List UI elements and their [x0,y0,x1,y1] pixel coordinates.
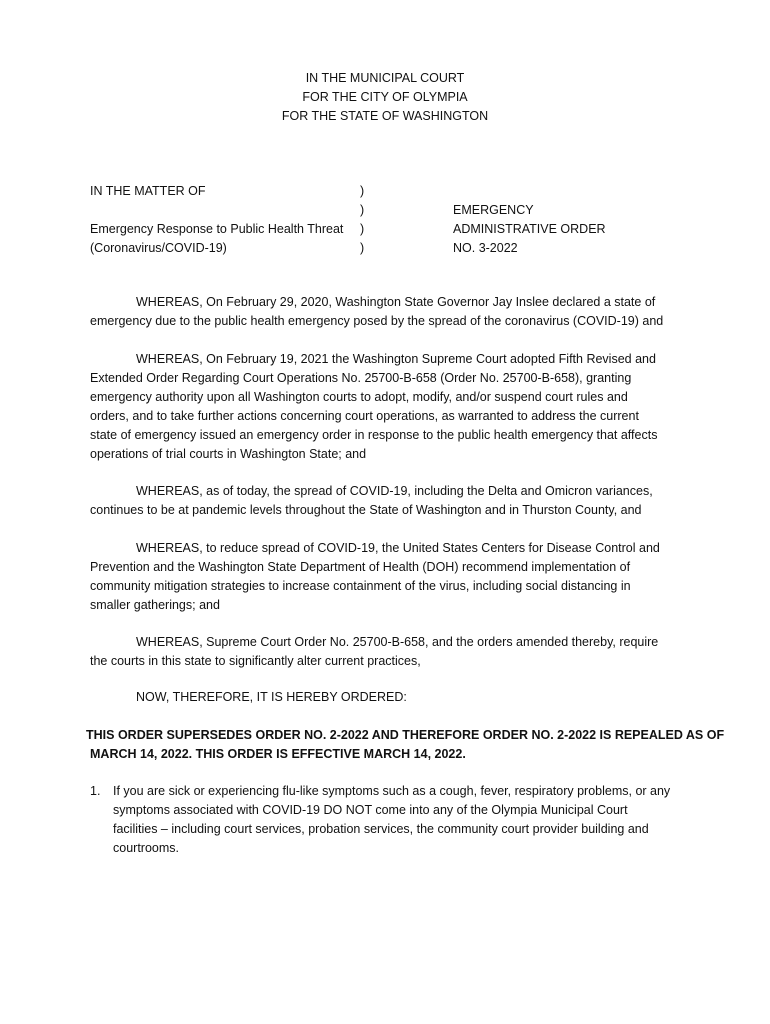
caption-paren: ) [360,222,365,236]
caption-matter-line: IN THE MATTER OF [90,184,206,198]
order-title-line: EMERGENCY [453,203,534,217]
paragraph-line: emergency authority upon all Washington courts to adopt, modify, and/or suspend court rules and [90,390,628,404]
court-header [0,69,770,126]
paragraph-line: WHEREAS, On February 19, 2021 the Washington Supreme Court adopted Fifth Revised and [136,352,656,366]
paragraph-line: WHEREAS, as of today, the spread of COVID-19, including the Delta and Omicron variances, [136,484,653,498]
case-caption [90,182,690,262]
list-item-text [113,782,683,858]
whereas-paragraph-1 [90,293,682,331]
paragraph-line: Extended Order Regarding Court Operations No. 25700-B-658 (Order No. 25700-B-658), granting [90,371,632,385]
court-city: FOR THE CITY OF OLYMPIA [302,90,468,104]
paragraph-line: NOW, THEREFORE, IT IS HEREBY ORDERED: [136,690,407,704]
whereas-paragraph-2 [90,350,682,464]
order-number: NO. 3-2022 [453,241,518,255]
list-item-line: If you are sick or experiencing flu-like symptoms such as a cough, fever, respiratory problems, or any [113,784,671,798]
paragraph-line: emergency due to the public health emergency posed by the spread of the coronavirus (COVID-19) and [90,314,664,328]
caption-paren: ) [360,241,365,255]
paragraph-line: state of emergency issued an emergency order in response to the public health emergency that affects [90,428,658,442]
caption-matter-line: (Coronavirus/COVID-19) [90,241,227,255]
paragraph-line: WHEREAS, to reduce spread of COVID-19, the United States Centers for Disease Control and [136,541,660,555]
paragraph-line: orders, and to take further actions concerning court operations, as warranted to address the current [90,409,639,423]
caption-matter-line: Emergency Response to Public Health Threat [90,222,344,236]
caption-matter-line [90,201,360,220]
whereas-paragraph-4 [90,539,682,615]
list-item-line: symptoms associated with COVID-19 DO NOT come into any of the Olympia Municipal Court [113,803,628,817]
ordered-paragraph [90,688,682,707]
paragraph-line: the courts in this state to significantly alter current practices, [90,654,421,668]
paragraph-line: operations of trial courts in Washington State; and [90,447,367,461]
list-item-number: 1. [90,784,101,798]
paragraph-line: continues to be at pandemic levels throughout the State of Washington and in Thurston County, and [90,503,642,517]
paragraph-line: smaller gatherings; and [90,598,220,612]
order-title-line: ADMINISTRATIVE ORDER [453,222,606,236]
court-state: FOR THE STATE OF WASHINGTON [281,109,489,123]
paragraph-line: Prevention and the Washington State Department of Health (DOH) recommend implementation of [90,560,631,574]
supersede-notice [86,726,725,764]
caption-matter [90,182,360,258]
whereas-paragraph-5 [90,633,682,671]
paragraph-line: community mitigation strategies to increase containment of the virus, including social distancing in [90,579,631,593]
caption-divider [360,182,372,258]
whereas-paragraph-3 [90,482,682,520]
caption-paren: ) [360,184,365,198]
supersede-line: THIS ORDER SUPERSEDES ORDER NO. 2-2022 AND THEREFORE ORDER NO. 2-2022 IS REPEALED AS OF [86,728,725,742]
paragraph-line: WHEREAS, On February 29, 2020, Washington State Governor Jay Inslee declared a state of [136,295,656,309]
list-item-line: courtrooms. [113,841,179,855]
list-item-line: facilities – including court services, probation services, the community court provider building and [113,822,649,836]
supersede-line: MARCH 14, 2022. THIS ORDER IS EFFECTIVE MARCH 14, 2022. [90,747,466,761]
caption-paren: ) [360,203,365,217]
paragraph-line: WHEREAS, Supreme Court Order No. 25700-B-658, and the orders amended thereby, require [136,635,659,649]
order-title [453,201,653,258]
court-name: IN THE MUNICIPAL COURT [305,71,465,85]
